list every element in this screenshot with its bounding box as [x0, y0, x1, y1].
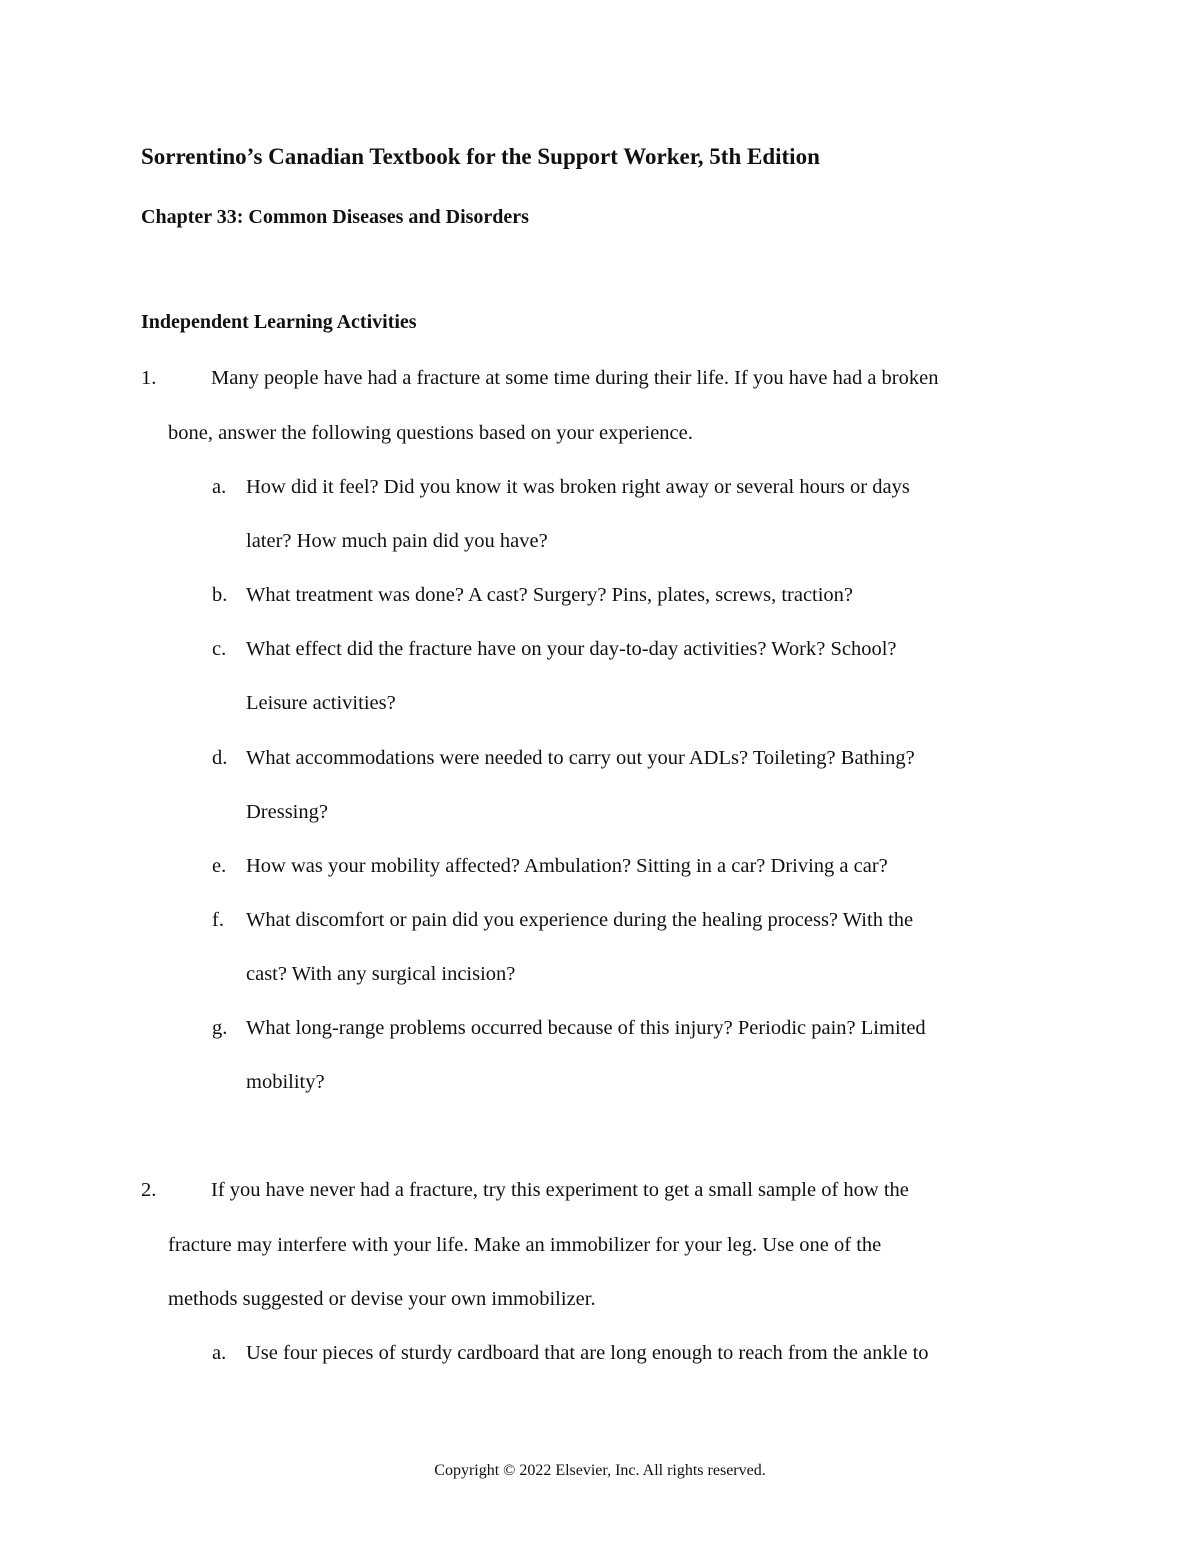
book-title: Sorrentino’s Canadian Textbook for the Support Worker, 5th Edition: [141, 144, 820, 169]
sub-item-text: Dressing?: [246, 801, 328, 823]
question-number: 2.: [141, 1179, 157, 1201]
question-text-line: If you have never had a fracture, try this experiment to get a small sample of how the: [211, 1179, 909, 1201]
sub-item-letter: c.: [212, 638, 227, 660]
question-text-line: bone, answer the following questions based on your experience.: [168, 422, 693, 444]
question-text-line: methods suggested or devise your own immobilizer.: [168, 1288, 596, 1310]
sub-item-text: What discomfort or pain did you experience during the healing process? With the: [246, 909, 914, 931]
question-number: 1.: [141, 367, 157, 389]
question-text-line: Many people have had a fracture at some time during their life. If you have had a broken: [211, 367, 939, 389]
sub-item-text: What accommodations were needed to carry out your ADLs? Toileting? Bathing?: [246, 747, 915, 769]
sub-item-text: mobility?: [246, 1071, 325, 1093]
copyright-footer: Copyright © 2022 Elsevier, Inc. All rights reserved.: [434, 1462, 766, 1479]
sub-item-text: later? How much pain did you have?: [246, 530, 548, 552]
sub-item-letter: d.: [212, 747, 228, 769]
sub-item-text: What treatment was done? A cast? Surgery? Pins, plates, screws, traction?: [246, 584, 854, 606]
sub-item-text: What long-range problems occurred because of this injury? Periodic pain? Limited: [246, 1017, 926, 1039]
sub-item-letter: g.: [212, 1017, 228, 1039]
section-title: Independent Learning Activities: [141, 311, 417, 333]
sub-item-letter: a.: [212, 476, 227, 498]
sub-item-text: Use four pieces of sturdy cardboard that are long enough to reach from the ankle to: [246, 1342, 929, 1364]
chapter-title: Chapter 33: Common Diseases and Disorders: [141, 206, 529, 228]
sub-item-letter: f.: [212, 909, 224, 931]
sub-item-text: How was your mobility affected? Ambulation? Sitting in a car? Driving a car?: [246, 855, 888, 877]
sub-item-text: What effect did the fracture have on your day-to-day activities? Work? School?: [246, 638, 897, 660]
sub-item-letter: b.: [212, 584, 228, 606]
sub-item-text: cast? With any surgical incision?: [246, 963, 516, 985]
sub-item-text: Leisure activities?: [246, 692, 396, 714]
question-text-line: fracture may interfere with your life. Make an immobilizer for your leg. Use one of the: [168, 1234, 882, 1256]
sub-item-letter: a.: [212, 1342, 227, 1364]
sub-item-letter: e.: [212, 855, 227, 877]
sub-item-text: How did it feel? Did you know it was broken right away or several hours or days: [246, 476, 910, 498]
